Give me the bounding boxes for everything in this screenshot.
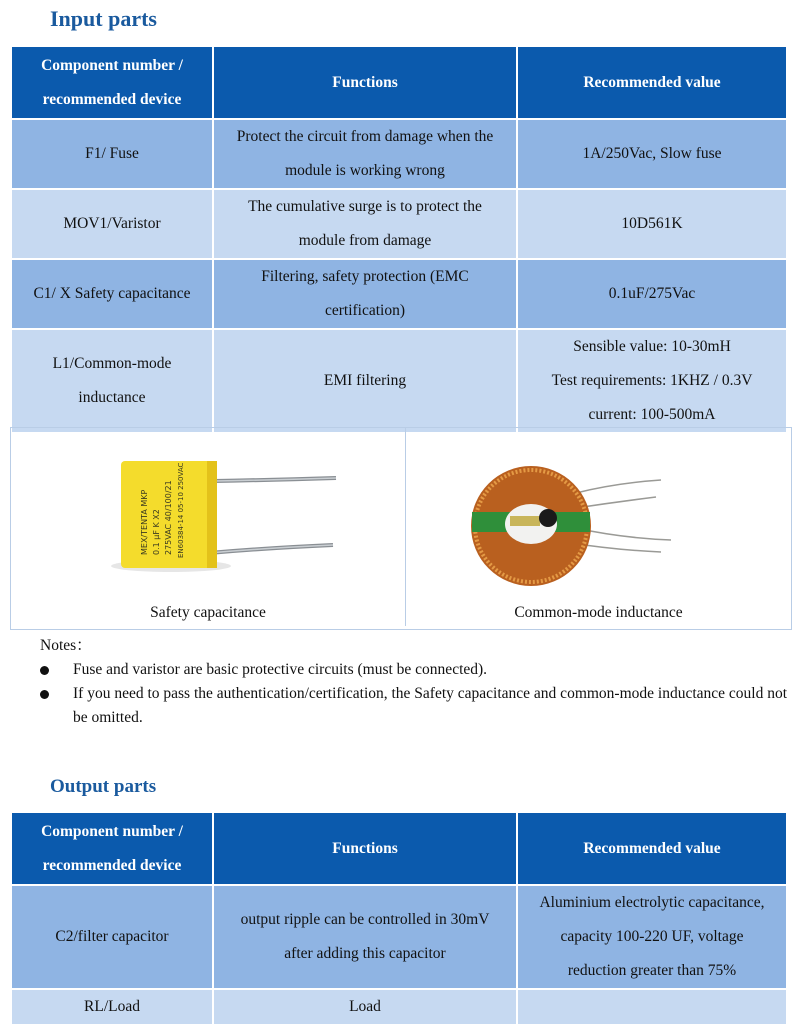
component-images-row <box>10 427 792 630</box>
input-parts-table <box>10 45 788 434</box>
capacitor-marking: 275VAC 40/100/21 <box>164 480 173 555</box>
text-line: certification) <box>324 302 406 319</box>
note-item <box>40 658 790 682</box>
text-line: reduction greater than 75% <box>567 962 737 979</box>
cell-function: Load <box>214 990 516 1024</box>
note-item <box>40 682 790 730</box>
cell-value <box>518 990 786 1024</box>
table-header-row <box>12 47 786 118</box>
cell-value: 1A/250Vac, Slow fuse <box>518 120 786 188</box>
table-header-row <box>12 813 786 884</box>
bullet-icon <box>40 666 49 675</box>
table-row <box>12 990 786 1024</box>
cell-component <box>12 330 212 432</box>
text-line: Filtering, safety protection (EMC <box>261 268 469 285</box>
cell-value <box>518 886 786 988</box>
header-line: Component number / <box>41 56 183 74</box>
bullet-icon <box>40 690 49 699</box>
cell-component: F1/ Fuse <box>12 120 212 188</box>
notes-section <box>40 634 790 730</box>
capacitor-marking: 0.1 µF K X2 <box>152 509 161 555</box>
cell-component: C2/filter capacitor <box>12 886 212 988</box>
header-line: Component number / <box>41 822 183 840</box>
cell-function <box>214 260 516 328</box>
notes-list <box>40 658 790 730</box>
header-functions: Functions <box>214 47 516 118</box>
common-mode-inductor-photo-icon <box>406 428 791 598</box>
output-parts-table <box>10 811 788 1026</box>
safety-capacitor-photo-icon <box>11 428 405 598</box>
text-line: L1/Common-mode <box>52 355 172 372</box>
safety-capacitance-figure <box>11 428 406 626</box>
figure-caption: Common-mode inductance <box>514 604 683 621</box>
table-row <box>12 886 786 988</box>
note-text: If you need to pass the authentication/certification, the Safety capacitance and common-mode inductance could not be omitted. <box>73 685 788 726</box>
header-functions: Functions <box>214 813 516 884</box>
cell-function <box>214 190 516 258</box>
input-parts-title: Input parts <box>50 6 157 31</box>
capacitor-marking: EN60384-14 05-10 250VAC <box>177 462 185 558</box>
text-line: Protect the circuit from damage when the <box>236 128 494 145</box>
text-line: output ripple can be controlled in 30mV <box>240 911 490 928</box>
header-line: recommended device <box>42 90 182 108</box>
text-line: Test requirements: 1KHZ / 0.3V <box>551 372 753 389</box>
text-line: The cumulative surge is to protect the <box>248 198 482 215</box>
header-component <box>12 813 212 884</box>
cell-component: RL/Load <box>12 990 212 1024</box>
header-line: recommended device <box>42 856 182 874</box>
text-line: capacity 100-220 UF, voltage <box>560 928 744 945</box>
cell-function: EMI filtering <box>214 330 516 432</box>
cell-component: MOV1/Varistor <box>12 190 212 258</box>
text-line: after adding this capacitor <box>284 945 446 962</box>
text-line: Aluminium electrolytic capacitance, <box>539 894 765 911</box>
note-text: Fuse and varistor are basic protective circuits (must be connected). <box>73 661 488 678</box>
text-line: current: 100-500mA <box>588 406 716 423</box>
cell-function <box>214 886 516 988</box>
capacitor-marking: MEX/TENTA MKP <box>140 489 149 555</box>
cell-component: C1/ X Safety capacitance <box>12 260 212 328</box>
common-mode-inductance-figure <box>406 428 791 626</box>
table-row <box>12 120 786 188</box>
cell-value: 0.1uF/275Vac <box>518 260 786 328</box>
table-row <box>12 190 786 258</box>
cell-value: 10D561K <box>518 190 786 258</box>
text-line: inductance <box>78 389 146 406</box>
text-line: module from damage <box>298 232 432 249</box>
header-component <box>12 47 212 118</box>
notes-label: Notes： <box>40 637 92 654</box>
output-parts-title: Output parts <box>50 776 157 797</box>
cell-function <box>214 120 516 188</box>
figure-caption: Safety capacitance <box>150 604 266 621</box>
text-line: module is working wrong <box>285 162 445 179</box>
header-recommended-value: Recommended value <box>518 813 786 884</box>
header-recommended-value: Recommended value <box>518 47 786 118</box>
table-row <box>12 330 786 432</box>
text-line: Sensible value: 10-30mH <box>573 338 731 355</box>
cell-value <box>518 330 786 432</box>
table-row <box>12 260 786 328</box>
